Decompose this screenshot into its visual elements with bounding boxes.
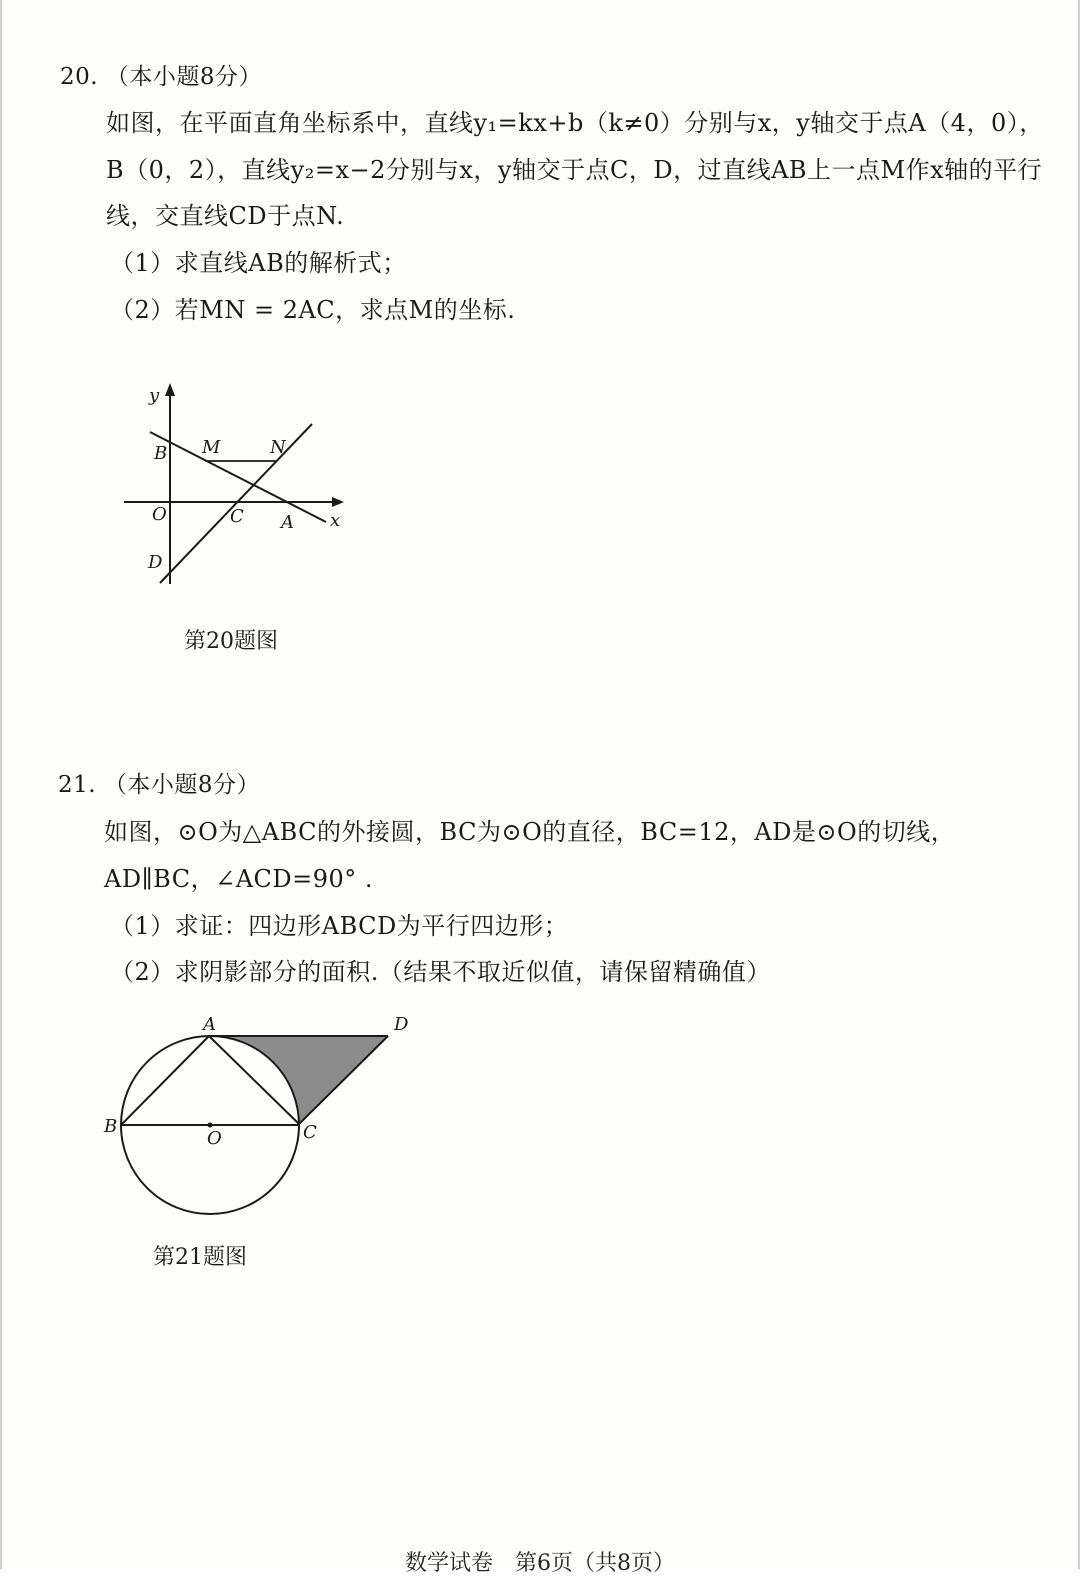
q20-figure [110, 375, 370, 595]
q20-statement-line3: 线，交直线CD于点N. [106, 202, 345, 230]
q21-figure [95, 1005, 425, 1225]
q21-statement-line1: 如图，⊙O为△ABC的外接圆，BC为⊙O的直径，BC=12，AD是⊙O的切线， [104, 818, 956, 846]
label-d: D [394, 1014, 409, 1035]
label-y: y [149, 385, 160, 406]
label-o: O [207, 1128, 222, 1149]
y-axis-arrow-icon [165, 383, 175, 396]
q21-statement-line2: AD∥BC，∠ACD=90° . [104, 865, 374, 893]
q20-statement-line1: 如图，在平面直角坐标系中，直线y₁=kx+b（k≠0）分别与x，y轴交于点A（4，0）， [106, 109, 1044, 137]
label-m: M [202, 437, 221, 458]
q20-part1: （1）求直线AB的解析式； [110, 249, 407, 277]
label-c: C [230, 506, 244, 527]
x-axis-arrow-icon [332, 497, 344, 507]
label-a: A [281, 512, 294, 533]
label-b: B [104, 1116, 118, 1137]
page-footer: 数学试卷 第6页（共8页） [405, 1551, 675, 1576]
label-x: x [330, 510, 341, 531]
q21-part2: （2）求阴影部分的面积.（结果不取近似值，请保留精确值） [110, 958, 771, 986]
q20-figure-caption: 第20题图 [184, 629, 278, 654]
center-point [208, 1123, 213, 1128]
q20-header: 20. （本小题8分） [60, 64, 263, 90]
label-c: C [303, 1122, 317, 1143]
label-o: O [152, 504, 167, 525]
q20-statement-line2: B（0，2），直线y₂=x−2分别与x，y轴交于点C，D，过直线AB上一点M作x轴的平行 [106, 156, 1043, 184]
q20-part2: （2）若MN = 2AC，求点M的坐标. [110, 296, 516, 324]
q21-header: 21. （本小题8分） [58, 772, 261, 798]
label-b: B [154, 443, 168, 464]
page-left-edge [0, 0, 2, 1569]
label-n: N [270, 437, 286, 458]
q21-part1: （1）求证：四边形ABCD为平行四边形； [110, 912, 569, 940]
q21-figure-caption: 第21题图 [153, 1245, 247, 1270]
label-d: D [148, 552, 163, 573]
label-a: A [203, 1014, 216, 1035]
